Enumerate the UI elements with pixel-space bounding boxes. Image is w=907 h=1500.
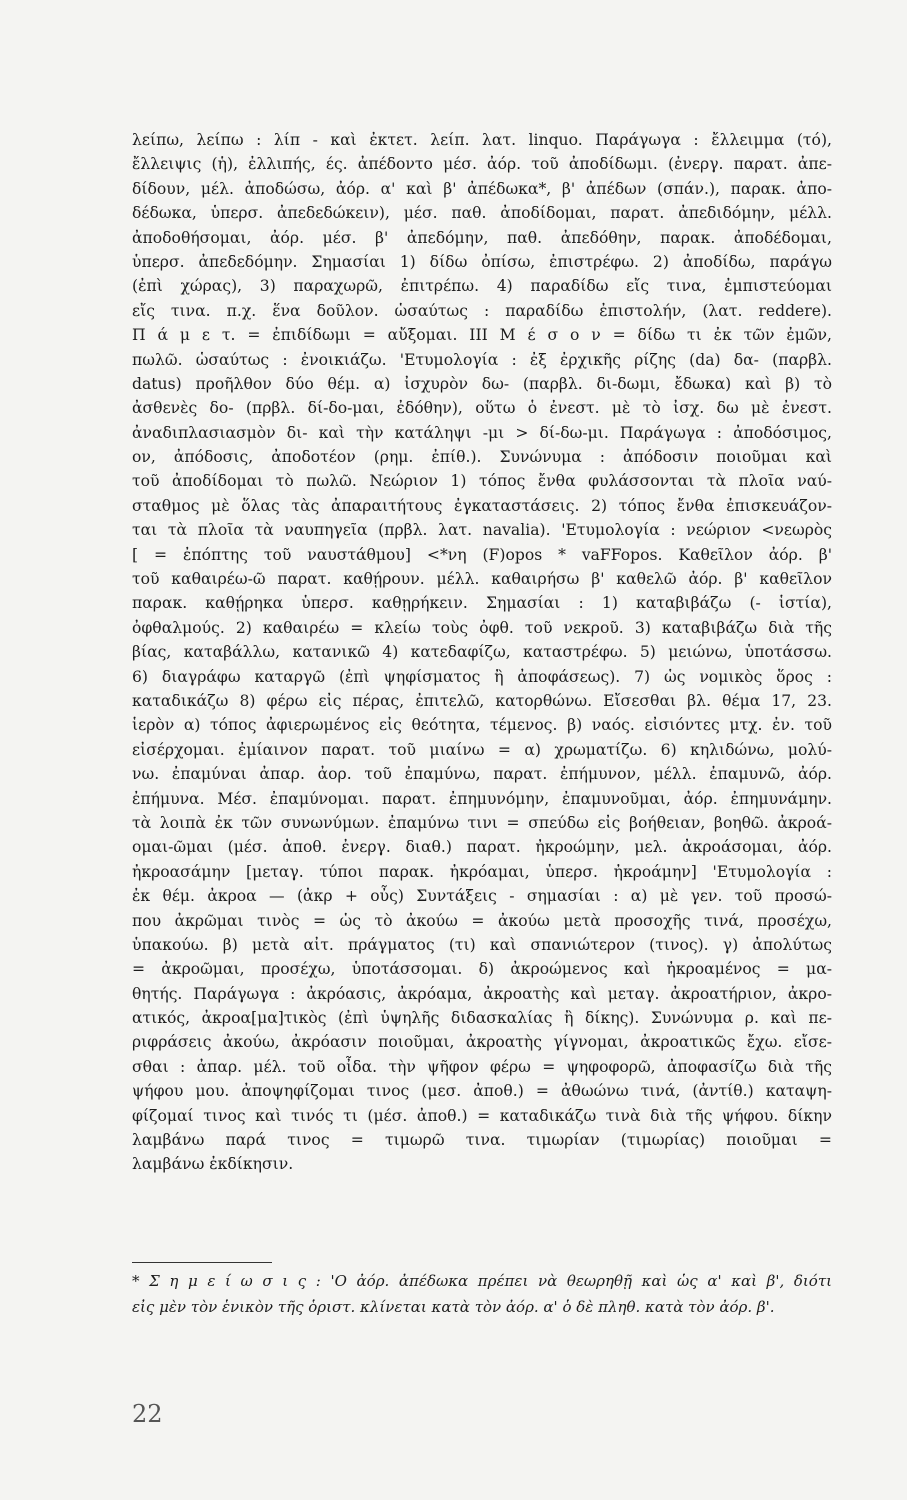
text-line: λείπω, λείπω : λίπ - καὶ ἐκτετ. λείπ. λατ. linquo. Παράγωγα : ἔλλειμμα (τό), xyxy=(132,131,832,149)
text-line: ομαι-ῶμαι (μέσ. ἀποθ. ἐνεργ. διαθ.) παρατ. ἠκροώμην, μελ. ἀκροάσομαι, ἀόρ. xyxy=(132,838,832,857)
text-line: ὀφθαλμούς. 2) καθαιρέω = κλείω τοὺς ὀφθ. τοῦ νεκροῦ. 3) καταβιβάζω διὰ τῆς xyxy=(132,618,832,637)
text-line: ἱερὸν α) τόπος ἀφιερωμένος εἰς θεότητα, τέμενος. β) ναός. εἰσιόντες μτχ. ἐν. τοῦ xyxy=(132,716,832,735)
text-line: Π ά μ ε τ. = ἐπιδίδωμι = αὔξομαι. ΙΙΙ Μ έ σ ο ν = δίδω τι ἐκ τῶν ἐμῶν, xyxy=(132,326,832,345)
text-line: [ = ἐπόπτης τοῦ ναυστάθμου] <*νη (F)opos * vaFFopos. Καθεῖλον ἀόρ. β' xyxy=(132,545,832,564)
page-number: 22 xyxy=(132,1400,163,1428)
footnote-rule xyxy=(132,1262,272,1263)
text-line: πωλῶ. ὡσαύτως : ἐνοικιάζω. 'Ετυμολογία : ἐξ ἐρχικῆς ρίζης (da) δα- (παρβλ. xyxy=(132,350,832,369)
footnote-line: * Σ η μ ε ί ω σ ι ς : 'Ο ἀόρ. ἀπέδωκα πρέπει νὰ θεωρηθῇ καὶ ὡς α' καὶ β', διότι xyxy=(132,1272,832,1290)
text-line: σθαι : ἀπαρ. μέλ. τοῦ οἶδα. τὴν ψῆφον φέρω = ψηφοφορῶ, ἀποφασίζω διὰ τῆς xyxy=(132,1057,832,1076)
text-line: ατικός, ἀκροα[μα]τικὸς (ἐπὶ ὑψηλῆς διδασκαλίας ἢ δίκης). Συνώνυμα ρ. καὶ πε- xyxy=(132,1009,832,1028)
footnote-line: εἰς μὲν τὸν ἑνικὸν τῆς ὁριστ. κλίνεται κατὰ τὸν ἀόρ. α' ὁ δὲ πληθ. κατὰ τὸν ἀόρ. β'. xyxy=(132,1298,775,1316)
text-line: ἠκροασάμην [μεταγ. τύποι παρακ. ἠκρόαμαι, ὑπερσ. ἠκροάμην] 'Ετυμολογία : xyxy=(132,862,832,881)
text-line: 6) διαγράφω καταργῶ (ἐπὶ ψηφίσματος ἢ ἀποφάσεως). 7) ὡς νομικὸς ὅρος : xyxy=(132,667,832,686)
text-line: σταθμος μὲ ὅλας τὰς ἀπαραιτήτους ἐγκαταστάσεις. 2) τόπος ἔνθα ἐπισκευάζον- xyxy=(132,496,832,515)
text-line: βίας, καταβάλλω, κατανικῶ 4) κατεδαφίζω, καταστρέφω. 5) μειώνω, ὑποτάσσω. xyxy=(132,643,832,662)
text-line: ἐκ θέμ. ἀκροα — (ἀκρ + οὖς) Συντάξεις - σημασίαι : α) μὲ γεν. τοῦ προσώ- xyxy=(132,887,832,906)
main-text xyxy=(132,128,832,1177)
text-line: ὑπακούω. β) μετὰ αἰτ. πράγματος (τι) καὶ σπανιώτερον (τινος). γ) ἀπολύτως xyxy=(132,935,832,954)
text-line: εἰσέρχομαι. ἐμίαινον παρατ. τοῦ μιαίνω = α) χρωματίζω. 6) κηλιδώνω, μολύ- xyxy=(132,740,832,759)
text-line: (ἐπὶ χώρας), 3) παραχωρῶ, ἐπιτρέπω. 4) παραδίδω εἴς τινα, ἐμπιστεύομαι xyxy=(132,277,832,296)
text-line: ὑπερσ. ἀπεδεδόμην. Σημασίαι 1) δίδω ὀπίσω, ἐπιστρέφω. 2) ἀποδίδω, παράγω xyxy=(132,252,832,271)
text-line: τὰ λοιπὰ ἐκ τῶν συνωνύμων. ἐπαμύνω τινι = σπεύδω εἰς βοήθειαν, βοηθῶ. ἀκροά- xyxy=(132,813,832,832)
text-line: λαμβάνω ἐκδίκησιν. xyxy=(132,1155,294,1174)
text-line: ἀποδοθήσομαι, ἀόρ. μέσ. β' ἀπεδόμην, παθ. ἀπεδόθην, παρακ. ἀποδέδομαι, xyxy=(132,228,832,247)
text-line: δίδουν, μέλ. ἀποδώσω, ἀόρ. α' καὶ β' ἀπέδωκα*, β' ἀπέδων (σπάν.), παρακ. ἀπο- xyxy=(132,179,832,198)
text-line: ον, ἀπόδοσις, ἀποδοτέον (ρημ. ἐπίθ.). Συνώνυμα : ἀπόδοσιν ποιοῦμαι καὶ xyxy=(132,448,832,467)
text-line: νω. ἐπαμύναι ἀπαρ. ἀορ. τοῦ ἐπαμύνω, παρατ. ἐπήμυνον, μέλλ. ἐπαμυνῶ, ἀόρ. xyxy=(132,765,832,784)
text-line: εἴς τινα. π.χ. ἕνα δοῦλον. ὡσαύτως : παραδίδω ἐπιστολήν, (λατ. reddere). xyxy=(132,301,832,320)
text-line: ται τὰ πλοῖα τὰ ναυπηγεῖα (πρβλ. λατ. navalia). 'Ετυμολογία : νεώριον <νεωρὸς xyxy=(132,521,832,540)
text-line: ψήφου μου. ἀποψηφίζομαι τινος (μεσ. ἀποθ.) = ἀθωώνω τινά, (ἀντίθ.) καταψη- xyxy=(132,1082,832,1101)
text-line: datus) προῆλθον δύο θέμ. α) ἰσχυρὸν δω- (παρβλ. δι-δωμι, ἔδωκα) καὶ β) τὸ xyxy=(132,374,832,393)
text-line: τοῦ ἀποδίδομαι τὸ πωλῶ. Νεώριον 1) τόπος ἔνθα φυλάσσονται τὰ πλοῖα ναύ- xyxy=(132,472,832,491)
text-line: ἀσθενὲς δο- (πρβλ. δί-δο-μαι, ἐδόθην), οὕτω ὁ ἐνεστ. μὲ τὸ ἰσχ. δω μὲ ἐνεστ. xyxy=(132,399,832,418)
text-line: θητής. Παράγωγα : ἀκρόασις, ἀκρόαμα, ἀκροατὴς καὶ μεταγ. ἀκροατήριον, ἀκρο- xyxy=(132,984,832,1003)
text-line: που ἀκρῶμαι τινὸς = ὡς τὸ ἀκούω = ἀκούω μετὰ προσοχῆς τινά, προσέχω, xyxy=(132,911,832,930)
text-line: καταδικάζω 8) φέρω εἰς πέρας, ἐπιτελῶ, κατορθώνω. Εἴσεσθαι βλ. θέμα 17, 23. xyxy=(132,691,832,710)
text-line: τοῦ καθαιρέω-ῶ παρατ. καθῄρουν. μέλλ. καθαιρήσω β' καθελῶ ἀόρ. β' καθεῖλον xyxy=(132,570,832,589)
text-line: ἀναδιπλασιασμὸν δι- καὶ τὴν κατάληψι -μι > δί-δω-μι. Παράγωγα : ἀποδόσιμος, xyxy=(132,423,832,442)
text-line: = ἀκροῶμαι, προσέχω, ὑποτάσσομαι. δ) ἀκροώμενος καὶ ἠκροαμένος = μα- xyxy=(132,960,832,979)
text-line: παρακ. καθῄρηκα ὑπερσ. καθῃρήκειν. Σημασίαι : 1) καταβιβάζω (- ἱστία), xyxy=(132,594,832,613)
text-line: δέδωκα, ὑπερσ. ἀπεδεδώκειν), μέσ. παθ. ἀποδίδομαι, παρατ. ἀπεδιδόμην, μέλλ. xyxy=(132,204,832,223)
text-line: ἐπήμυνα. Μέσ. ἐπαμύνομαι. παρατ. ἐπημυνόμην, ἐπαμυνοῦμαι, ἀόρ. ἐπημυνάμην. xyxy=(132,789,832,808)
text-line: φίζομαί τινος καὶ τινός τι (μέσ. ἀποθ.) = καταδικάζω τινὰ διὰ τῆς ψήφου. δίκην xyxy=(132,1106,832,1125)
text-line: ριφράσεις ἀκούω, ἀκρόασιν ποιοῦμαι, ἀκροατὴς γίγνομαι, ἀκροατικῶς ἔχω. εἴσε- xyxy=(132,1033,832,1052)
text-line: ἔλλειψις (ἡ), ἐλλιπής, ές. ἀπέδοντο μέσ. ἀόρ. τοῦ ἀποδίδωμι. (ἐνεργ. παρατ. ἀπε- xyxy=(132,155,832,174)
text-line: λαμβάνω παρά τινος = τιμωρῶ τινα. τιμωρίαν (τιμωρίας) ποιοῦμαι = xyxy=(132,1131,832,1150)
